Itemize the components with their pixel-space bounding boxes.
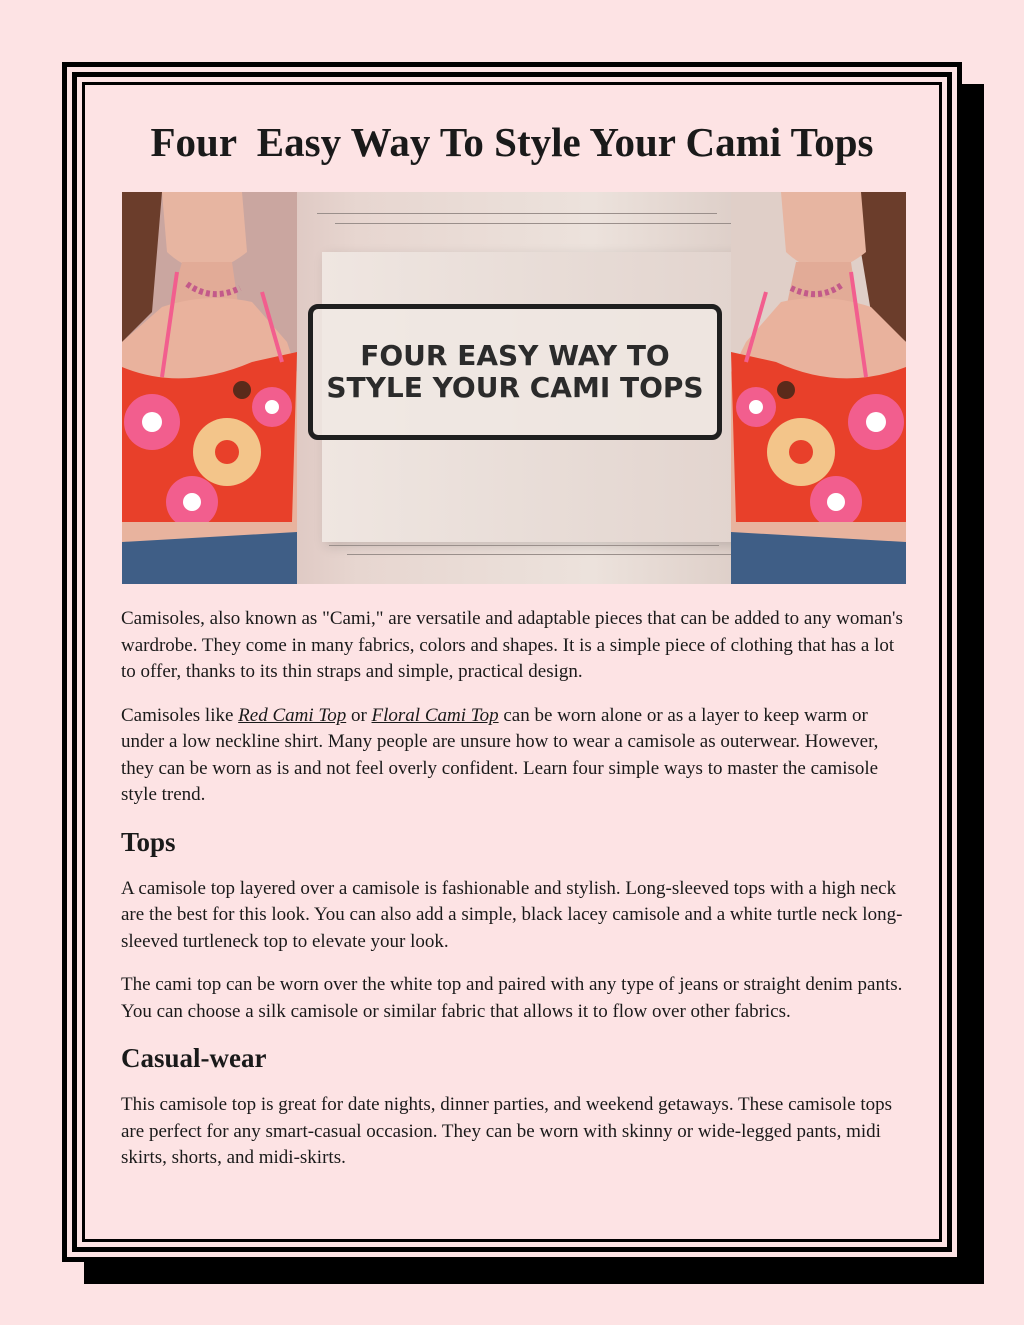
red-cami-top-link[interactable]: Red Cami Top xyxy=(238,704,347,726)
hero-deco-line xyxy=(335,223,735,224)
hero-image xyxy=(122,192,906,584)
hero-title-line-1: FOUR EASY WAY TO xyxy=(360,339,670,372)
casual-wear-paragraph: This camisole top is great for date nights, dinner parties, and weekend getaways. These camisole tops are perfect for any smart-casual occasion. They can be worn with skinny or wide-legged pants, midi skirts, shorts, and midi-skirts. xyxy=(121,1094,893,1168)
page-title: Four Easy Way To Style Your Cami Tops xyxy=(150,119,874,165)
paragraph-text: or xyxy=(346,704,372,726)
model-left-illustration xyxy=(122,192,297,584)
hero-deco-line xyxy=(329,545,719,546)
hero-deco-line xyxy=(317,213,717,214)
tops-heading: Tops xyxy=(121,826,176,857)
model-right-illustration xyxy=(731,192,906,584)
hero-title-badge xyxy=(308,304,722,440)
hero-title-line-2: STYLE YOUR CAMI TOPS xyxy=(326,371,704,404)
casual-wear-heading: Casual-wear xyxy=(121,1043,267,1073)
hero-deco-line xyxy=(347,554,737,555)
article-body xyxy=(121,606,907,1189)
tops-paragraph-2: The cami top can be worn over the white top and paired with any type of jeans or straight denim pants. You can choose a silk camisole or similar fabric that allows it to flow over other fabrics. xyxy=(121,974,903,1022)
tops-paragraph-1: A camisole top layered over a camisole is fashionable and stylish. Long-sleeved tops with a high neck are the best for this look. You can also add a simple, black lacey camisole and a white turtle neck long-sleeved turtleneck top to elevate your look. xyxy=(121,877,903,952)
paragraph-text: Camisoles like xyxy=(121,704,239,726)
intro-paragraph: Camisoles, also known as "Cami," are versatile and adaptable pieces that can be added to any woman's wardrobe. They come in many fabrics, colors and shapes. It is a simple piece of clothing that has a lot to offer, thanks to its thin straps and simple, practical design. xyxy=(121,608,903,682)
camisoles-paragraph xyxy=(121,703,907,809)
floral-cami-top-link[interactable]: Floral Cami Top xyxy=(371,704,499,726)
paragraph-text: can be worn alone or as a layer to keep warm or under a low neckline shirt. Many people are unsure how to wear a camisole as outerwear. However, they can be worn as is and not feel overly confident. Learn four simple ways to master the camisole style trend. xyxy=(121,704,879,805)
